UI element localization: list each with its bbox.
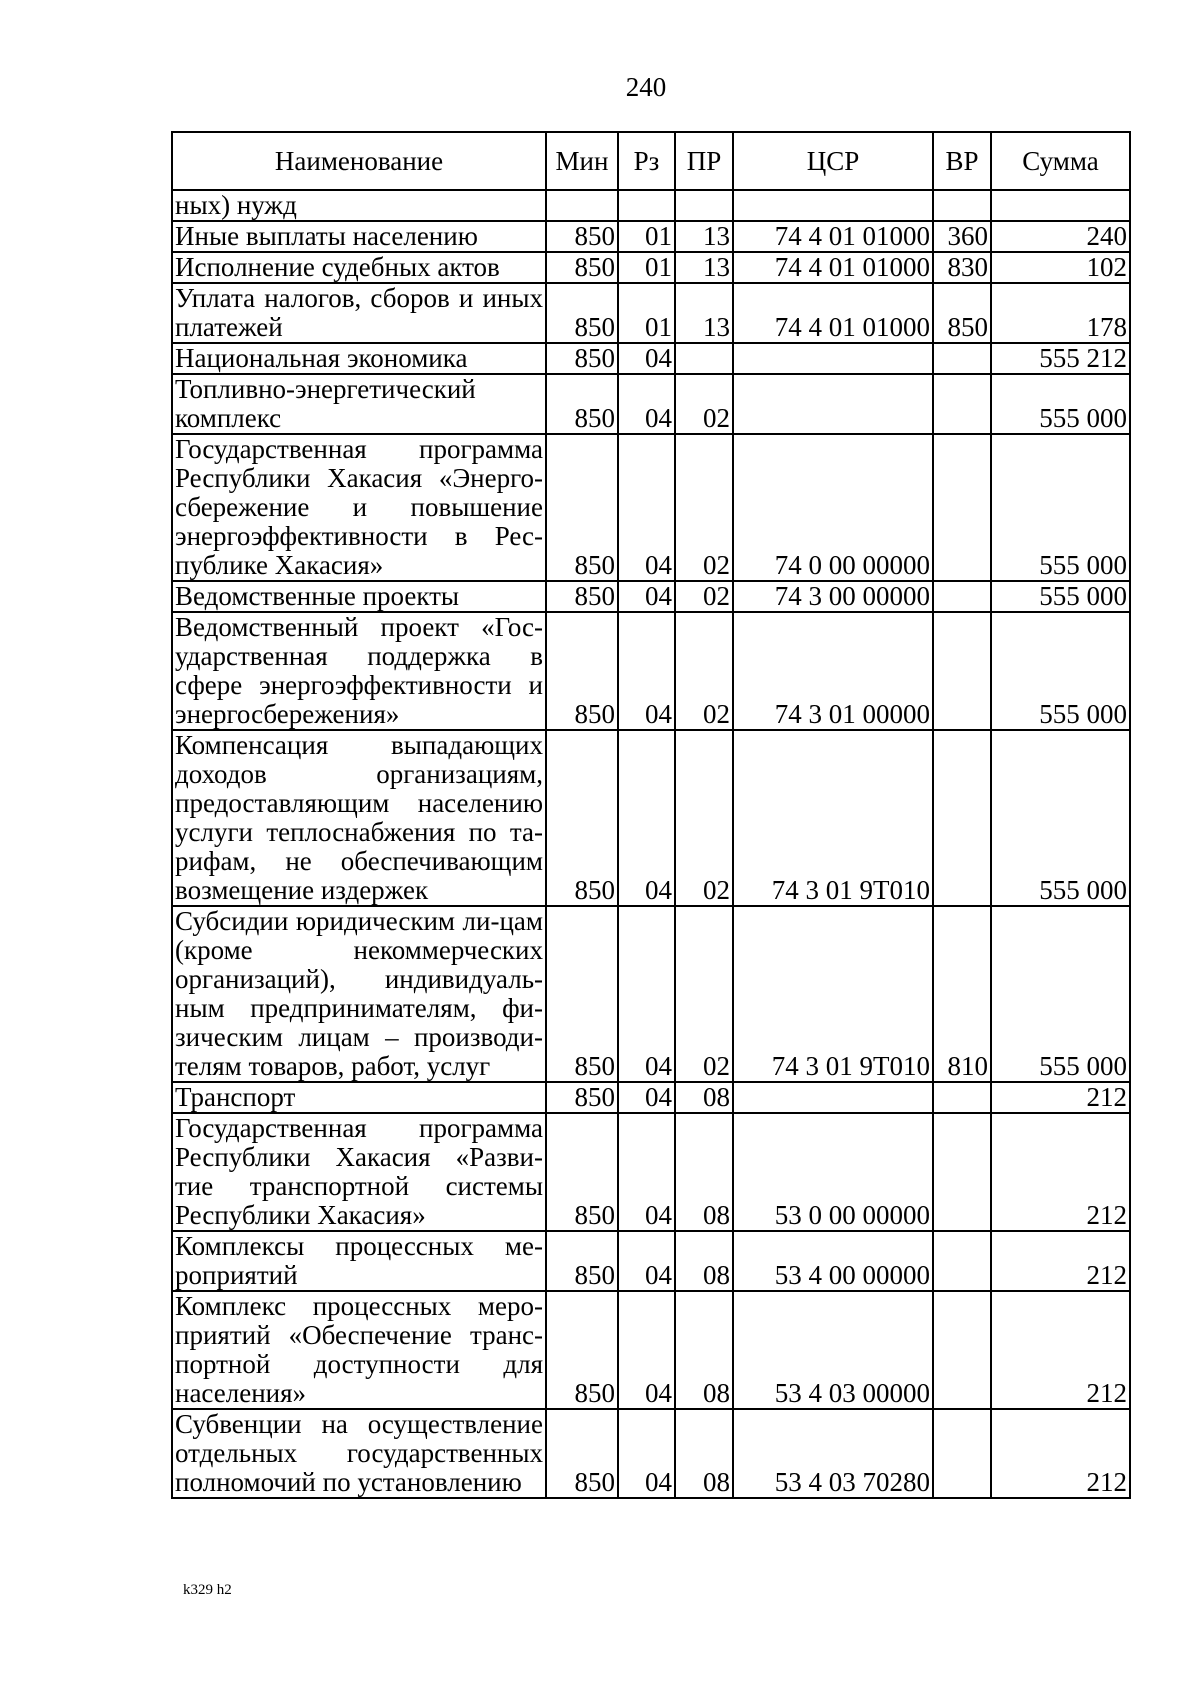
table-row bbox=[172, 283, 1130, 343]
cell-csr: 74 3 01 00000 bbox=[733, 612, 933, 730]
table-row bbox=[172, 1082, 1130, 1113]
cell-rz: 04 bbox=[618, 1291, 675, 1409]
header-row bbox=[172, 132, 1130, 190]
table-row bbox=[172, 1231, 1130, 1291]
cell-sum: 102 bbox=[991, 252, 1130, 283]
cell-pr: 02 bbox=[675, 434, 733, 581]
cell-name: Исполнение судебных актов bbox=[172, 252, 546, 283]
cell-min: 850 bbox=[546, 612, 618, 730]
cell-csr: 74 3 00 00000 bbox=[733, 581, 933, 612]
cell-name: Топливно-энергетический комплекс bbox=[172, 374, 546, 434]
cell-name: Транспорт bbox=[172, 1082, 546, 1113]
cell-name: Комплексы процессных ме-роприятий bbox=[172, 1231, 546, 1291]
cell-min: 850 bbox=[546, 374, 618, 434]
cell-csr bbox=[733, 343, 933, 374]
cell-pr: 13 bbox=[675, 221, 733, 252]
table-header bbox=[172, 132, 1130, 190]
cell-sum: 555 000 bbox=[991, 434, 1130, 581]
cell-name: Ведомственный проект «Гос-ударственная поддержка в сфере энергоэффективности и энергосбережения» bbox=[172, 612, 546, 730]
cell-csr: 53 0 00 00000 bbox=[733, 1113, 933, 1231]
cell-sum: 555 000 bbox=[991, 581, 1130, 612]
cell-csr: 53 4 00 00000 bbox=[733, 1231, 933, 1291]
cell-name: ных) нужд bbox=[172, 190, 546, 221]
cell-rz: 01 bbox=[618, 283, 675, 343]
cell-name: Ведомственные проекты bbox=[172, 581, 546, 612]
cell-sum: 555 000 bbox=[991, 374, 1130, 434]
cell-sum: 212 bbox=[991, 1231, 1130, 1291]
cell-name: Субвенции на осуществление отдельных государственных полномочий по установлению bbox=[172, 1409, 546, 1498]
cell-min: 850 bbox=[546, 1291, 618, 1409]
cell-vr: 850 bbox=[933, 283, 991, 343]
page-number: 240 bbox=[625, 72, 667, 102]
cell-csr bbox=[733, 190, 933, 221]
cell-rz: 04 bbox=[618, 1113, 675, 1231]
cell-sum: 240 bbox=[991, 221, 1130, 252]
cell-rz: 04 bbox=[618, 343, 675, 374]
cell-sum: 212 bbox=[991, 1291, 1130, 1409]
cell-pr: 02 bbox=[675, 612, 733, 730]
cell-pr: 02 bbox=[675, 906, 733, 1082]
header-sum: Сумма bbox=[991, 132, 1130, 190]
cell-min: 850 bbox=[546, 1231, 618, 1291]
cell-pr bbox=[675, 190, 733, 221]
cell-pr: 08 bbox=[675, 1409, 733, 1498]
cell-name: Национальная экономика bbox=[172, 343, 546, 374]
table-row bbox=[172, 1113, 1130, 1231]
cell-csr: 74 0 00 00000 bbox=[733, 434, 933, 581]
cell-csr: 53 4 03 00000 bbox=[733, 1291, 933, 1409]
cell-sum: 555 212 bbox=[991, 343, 1130, 374]
cell-sum: 212 bbox=[991, 1409, 1130, 1498]
cell-pr: 08 bbox=[675, 1113, 733, 1231]
cell-vr: 360 bbox=[933, 221, 991, 252]
cell-vr bbox=[933, 1082, 991, 1113]
cell-min: 850 bbox=[546, 581, 618, 612]
table-row bbox=[172, 190, 1130, 221]
cell-pr bbox=[675, 343, 733, 374]
cell-name: Комплекс процессных меро-приятий «Обеспечение транс-портной доступности для населения» bbox=[172, 1291, 546, 1409]
cell-min: 850 bbox=[546, 434, 618, 581]
cell-min: 850 bbox=[546, 283, 618, 343]
cell-vr bbox=[933, 612, 991, 730]
cell-name: Иные выплаты населению bbox=[172, 221, 546, 252]
table-row bbox=[172, 221, 1130, 252]
table-row bbox=[172, 343, 1130, 374]
header-vr: ВР bbox=[933, 132, 991, 190]
cell-vr bbox=[933, 1291, 991, 1409]
cell-min: 850 bbox=[546, 1409, 618, 1498]
cell-sum: 178 bbox=[991, 283, 1130, 343]
cell-name: Уплата налогов, сборов и иных платежей bbox=[172, 283, 546, 343]
cell-rz: 01 bbox=[618, 252, 675, 283]
cell-csr: 74 4 01 01000 bbox=[733, 283, 933, 343]
cell-name: Компенсация выпадающих доходов организациям, предоставляющим населению услуги теплоснабжения по та-рифам, не обеспечивающим возмещение издержек bbox=[172, 730, 546, 906]
cell-sum: 212 bbox=[991, 1113, 1130, 1231]
table-row bbox=[172, 612, 1130, 730]
cell-vr bbox=[933, 1409, 991, 1498]
cell-vr: 830 bbox=[933, 252, 991, 283]
cell-vr: 810 bbox=[933, 906, 991, 1082]
cell-pr: 02 bbox=[675, 374, 733, 434]
cell-csr: 74 4 01 01000 bbox=[733, 252, 933, 283]
cell-rz: 04 bbox=[618, 612, 675, 730]
cell-rz bbox=[618, 190, 675, 221]
cell-min: 850 bbox=[546, 221, 618, 252]
cell-min: 850 bbox=[546, 906, 618, 1082]
cell-sum: 555 000 bbox=[991, 906, 1130, 1082]
cell-rz: 04 bbox=[618, 581, 675, 612]
cell-rz: 04 bbox=[618, 1409, 675, 1498]
header-pr: ПР bbox=[675, 132, 733, 190]
cell-pr: 13 bbox=[675, 283, 733, 343]
cell-rz: 04 bbox=[618, 1231, 675, 1291]
cell-vr bbox=[933, 730, 991, 906]
table-row bbox=[172, 1291, 1130, 1409]
cell-min: 850 bbox=[546, 343, 618, 374]
cell-name: Государственная программа Республики Хакасия «Разви-тие транспортной системы Республики Хакасия» bbox=[172, 1113, 546, 1231]
cell-rz: 04 bbox=[618, 1082, 675, 1113]
cell-vr bbox=[933, 343, 991, 374]
budget-table bbox=[171, 131, 1131, 1499]
cell-min: 850 bbox=[546, 730, 618, 906]
cell-csr: 74 3 01 9Т010 bbox=[733, 906, 933, 1082]
cell-sum: 555 000 bbox=[991, 612, 1130, 730]
table-row bbox=[172, 730, 1130, 906]
cell-rz: 04 bbox=[618, 374, 675, 434]
cell-sum: 555 000 bbox=[991, 730, 1130, 906]
cell-csr bbox=[733, 1082, 933, 1113]
cell-csr: 74 4 01 01000 bbox=[733, 221, 933, 252]
cell-pr: 13 bbox=[675, 252, 733, 283]
table-row bbox=[172, 581, 1130, 612]
cell-pr: 02 bbox=[675, 730, 733, 906]
cell-min: 850 bbox=[546, 1113, 618, 1231]
cell-vr bbox=[933, 434, 991, 581]
table-row bbox=[172, 374, 1130, 434]
cell-sum: 212 bbox=[991, 1082, 1130, 1113]
cell-rz: 01 bbox=[618, 221, 675, 252]
header-min: Мин bbox=[546, 132, 618, 190]
cell-pr: 08 bbox=[675, 1291, 733, 1409]
cell-name: Субсидии юридическим ли-цам (кроме некоммерческих организаций), индивидуаль-ным предпринимателям, фи-зическим лицам – производи-телям товаров, работ, услуг bbox=[172, 906, 546, 1082]
table-row bbox=[172, 906, 1130, 1082]
cell-csr: 74 3 01 9Т010 bbox=[733, 730, 933, 906]
cell-csr: 53 4 03 70280 bbox=[733, 1409, 933, 1498]
cell-vr bbox=[933, 374, 991, 434]
table-row bbox=[172, 434, 1130, 581]
cell-pr: 02 bbox=[675, 581, 733, 612]
table-body bbox=[172, 190, 1130, 1498]
cell-pr: 08 bbox=[675, 1082, 733, 1113]
footer-code: k329 h2 bbox=[183, 1582, 232, 1598]
cell-vr bbox=[933, 581, 991, 612]
header-rz: Рз bbox=[618, 132, 675, 190]
cell-vr bbox=[933, 190, 991, 221]
table-row bbox=[172, 1409, 1130, 1498]
table-row bbox=[172, 252, 1130, 283]
cell-name: Государственная программа Республики Хакасия «Энерго-сбережение и повышение энергоэффективности в Рес-публике Хакасия» bbox=[172, 434, 546, 581]
cell-sum bbox=[991, 190, 1130, 221]
cell-min: 850 bbox=[546, 252, 618, 283]
cell-min: 850 bbox=[546, 1082, 618, 1113]
header-csr: ЦСР bbox=[733, 132, 933, 190]
cell-rz: 04 bbox=[618, 434, 675, 581]
cell-rz: 04 bbox=[618, 730, 675, 906]
cell-rz: 04 bbox=[618, 906, 675, 1082]
cell-vr bbox=[933, 1231, 991, 1291]
cell-csr bbox=[733, 374, 933, 434]
header-name: Наименование bbox=[172, 132, 546, 190]
cell-pr: 08 bbox=[675, 1231, 733, 1291]
cell-min bbox=[546, 190, 618, 221]
cell-vr bbox=[933, 1113, 991, 1231]
